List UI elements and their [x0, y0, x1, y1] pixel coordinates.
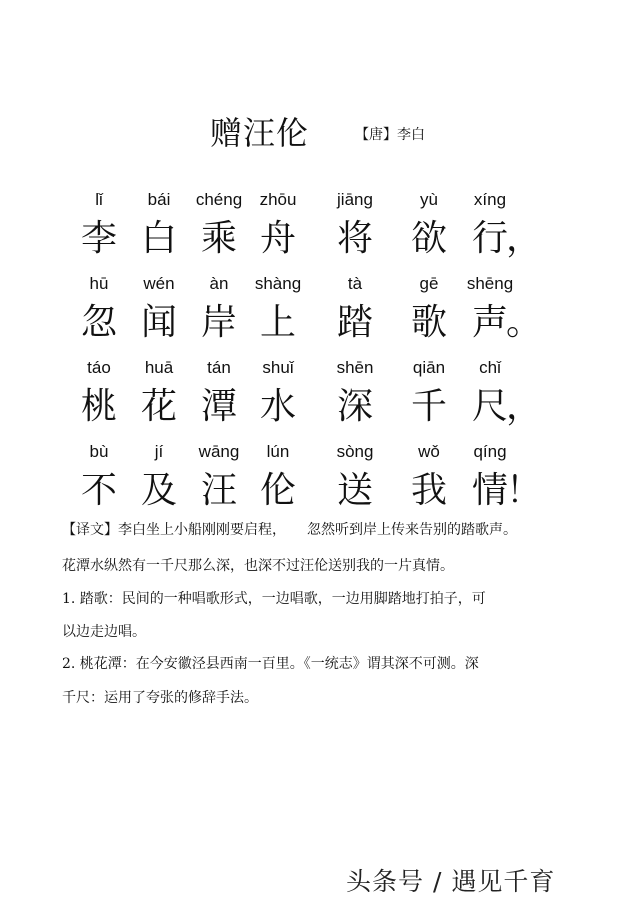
hanzi: 上 — [259, 302, 296, 343]
hanzi: 将 — [336, 218, 373, 259]
pinyin: hū — [89, 274, 109, 293]
pinyin: gē — [419, 274, 439, 293]
hanzi: 水 — [259, 386, 296, 427]
hanzi: 及 — [140, 470, 177, 511]
hanzi-row — [0, 294, 640, 343]
translation-line-2: 花潭水纵然有一千尺那么深，也深不过汪伦送别我的一片真情。 — [62, 558, 454, 574]
hanzi: 不 — [80, 470, 117, 511]
pinyin: jiāng — [337, 190, 373, 209]
poem-title: 赠汪伦 — [210, 114, 310, 152]
translation-line-1: 【译文】李白坐上小船刚刚要启程， 忽然听到岸上传来告别的踏歌声。 — [62, 522, 517, 538]
hanzi: 汪 — [200, 470, 237, 511]
note-tage-line-2: 以边走边唱。 — [62, 624, 146, 640]
punctuation: ！ — [506, 470, 543, 511]
pinyin: chǐ — [479, 358, 501, 377]
pinyin: táo — [87, 358, 111, 377]
hanzi: 深 — [336, 386, 373, 427]
hanzi: 白 — [140, 218, 177, 259]
hanzi: 岸 — [200, 302, 237, 343]
hanzi: 歌 — [410, 302, 447, 343]
hanzi: 踏 — [336, 302, 373, 343]
pinyin: shuǐ — [262, 358, 294, 377]
pinyin: shēn — [336, 358, 374, 377]
hanzi: 伦 — [259, 470, 296, 511]
title-row — [0, 108, 640, 152]
pinyin: tán — [207, 358, 231, 377]
hanzi-row — [0, 462, 640, 511]
pinyin: shēng — [466, 274, 514, 293]
hanzi: 千 — [410, 386, 447, 427]
hanzi: 我 — [410, 470, 447, 511]
hanzi: 李 — [80, 218, 117, 259]
pinyin: jí — [154, 442, 164, 461]
hanzi: 桃 — [80, 386, 117, 427]
hanzi: 送 — [336, 470, 373, 511]
pinyin: huā — [144, 358, 174, 377]
pinyin: yù — [420, 190, 438, 209]
pinyin: wén — [143, 274, 175, 293]
watermark: 头条号 / 遇见千育 — [346, 867, 556, 896]
punctuation: ， — [506, 386, 543, 427]
poem-author: 【唐】李白 — [355, 127, 425, 143]
hanzi: 潭 — [200, 386, 237, 427]
hanzi-row — [0, 210, 640, 259]
pinyin-row — [0, 442, 640, 464]
pinyin: tà — [347, 274, 363, 293]
hanzi: 欲 — [410, 218, 447, 259]
hanzi: 尺 — [471, 386, 508, 427]
hanzi: 闻 — [140, 302, 177, 343]
hanzi: 乘 — [200, 218, 237, 259]
pinyin: bái — [147, 190, 171, 209]
hanzi: 行 — [471, 218, 508, 259]
pinyin: xíng — [473, 190, 507, 209]
note-taohuatan-line-1: 2. 桃花潭：在今安徽泾县西南一百里。《一统志》谓其深不可测。深 — [62, 656, 479, 672]
hanzi: 舟 — [259, 218, 296, 259]
punctuation: 。 — [506, 302, 543, 343]
note-tage-line-1: 1. 踏歌：民间的一种唱歌形式，一边唱歌，一边用脚踏地打拍子，可 — [62, 591, 486, 607]
pinyin: sòng — [336, 442, 374, 461]
pinyin: lǐ — [95, 190, 103, 209]
pinyin-row — [0, 190, 640, 212]
hanzi: 情 — [471, 470, 508, 511]
pinyin: bù — [89, 442, 109, 461]
pinyin: àn — [209, 274, 229, 293]
hanzi: 声 — [471, 302, 508, 343]
note-taohuatan-line-2: 千尺：运用了夸张的修辞手法。 — [62, 690, 258, 706]
pinyin: shàng — [254, 274, 302, 293]
punctuation: ， — [506, 218, 543, 259]
hanzi-row — [0, 378, 640, 427]
pinyin-row — [0, 358, 640, 380]
hanzi: 忽 — [80, 302, 117, 343]
pinyin-row — [0, 274, 640, 296]
pinyin: qíng — [473, 442, 507, 461]
pinyin: wāng — [198, 442, 240, 461]
hanzi: 花 — [140, 386, 177, 427]
pinyin: lún — [266, 442, 290, 461]
pinyin: qiān — [412, 358, 446, 377]
pinyin: zhōu — [259, 190, 297, 209]
pinyin: chéng — [195, 190, 243, 209]
pinyin: wǒ — [418, 442, 440, 461]
